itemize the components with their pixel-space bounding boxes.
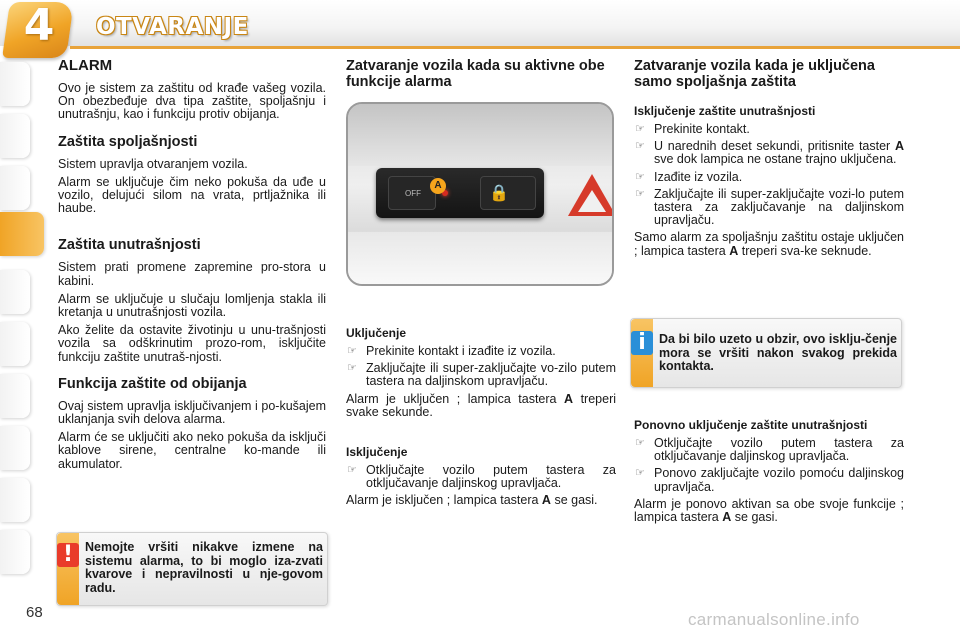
- photo-off-button: [388, 176, 436, 210]
- deactivation-step-1: [346, 464, 616, 490]
- bullet-hand-icon: ☞: [635, 187, 645, 200]
- exterior-p1: Sistem upravlja otvaranjem vozila.: [58, 156, 248, 171]
- key-a-label: A: [894, 139, 904, 154]
- anti-tamper-p2: Alarm će se uključiti ako neko pokuša da isključi kablove sirene, centralne ko-mande ili akumulator.: [58, 430, 326, 471]
- deactivation-title: Isključenje: [346, 445, 408, 460]
- activation-status: [346, 393, 616, 419]
- reenable-step-2-text: Ponovo zaključajte vozilo pomoću daljinskog upravljača.: [654, 466, 904, 494]
- interior-disable-title: Isključenje zaštite unutrašnjosti: [634, 104, 816, 118]
- key-a-label: A: [729, 243, 739, 258]
- exterior-only-status: [634, 231, 904, 257]
- key-a-label: A: [722, 510, 732, 525]
- photo-ceiling: [348, 104, 612, 166]
- info-icon: i: [631, 331, 653, 355]
- disable-step-2-end: sve dok lampica ne ostane trajno uključena.: [654, 152, 897, 167]
- column-middle: [346, 58, 616, 98]
- alarm-title: ALARM: [58, 57, 113, 74]
- column-right: [634, 58, 904, 263]
- photo-console: [348, 232, 612, 286]
- key-a-label: A: [541, 493, 551, 508]
- chapter-tabs: [0, 62, 40, 582]
- bullet-hand-icon: ☞: [635, 170, 645, 183]
- photo-switch-panel: [376, 168, 544, 218]
- chapter-tab-8[interactable]: [0, 426, 30, 470]
- reenable-step-2: [634, 467, 904, 493]
- chapter-tab-7[interactable]: [0, 374, 30, 418]
- photo-hazard-inner: [578, 190, 606, 212]
- reenable-step-1-text: Otključajte vozilo putem tastera za otključavanje daljinskog upravljača.: [654, 436, 904, 464]
- warning-note: [56, 532, 328, 606]
- deactivation-status-end: se gasi.: [554, 493, 598, 508]
- exterior-only-status-end: treperi sva-ke seknude.: [741, 243, 872, 258]
- photo-lock-button: [480, 176, 536, 210]
- warning-icon: !: [57, 543, 79, 567]
- interior-p2: Alarm se uključuje u slučaju lomljenja stakla ili kretanja u unutrašnjosti vozila.: [58, 291, 326, 320]
- chapter-tab-6[interactable]: [0, 322, 30, 366]
- interior-p1: Sistem prati promene zapremine pro-stora u kabini.: [58, 260, 326, 288]
- info-note: [630, 318, 902, 388]
- disable-step-2: [634, 140, 904, 166]
- activation-title: Uključenje: [346, 326, 407, 340]
- alarm-intro: Ovo je sistem za zaštitu od krađe vašeg vozila. On obezbeđuje dva tipa zaštite, spoljašnju i unutrašnju, kao i funkciju protiv obijanja.: [58, 81, 326, 122]
- watermark: carmanualsonline.info: [688, 610, 860, 629]
- chapter-title: OTVARANJE: [96, 14, 249, 40]
- bullet-hand-icon: ☞: [635, 123, 645, 135]
- bullet-hand-icon: ☞: [347, 464, 357, 477]
- photo-key-badge: A: [430, 178, 446, 194]
- chapter-tab-1[interactable]: [0, 62, 30, 106]
- deactivation-step-1-text: Otključajte vozilo putem tastera za otključavanje daljinskog upravljača.: [366, 463, 616, 491]
- activation-status-end: treperi svake sekunde.: [346, 391, 617, 419]
- interior-protection-title: Zaštita unutrašnjosti: [58, 237, 201, 254]
- exterior-protection-title: Zaštita spoljašnjosti: [58, 133, 198, 150]
- key-a-label: A: [564, 391, 574, 406]
- interior-reenable-title: Ponovno uključenje zaštite unutrašnjosti: [634, 418, 868, 432]
- chapter-tab-3[interactable]: [0, 166, 30, 210]
- disable-step-1-text: Prekinite kontakt.: [654, 122, 750, 136]
- disable-step-4: [634, 188, 904, 228]
- chapter-number: 4: [23, 0, 55, 51]
- bullet-hand-icon: ☞: [347, 345, 357, 357]
- chapter-tab-9[interactable]: [0, 478, 30, 522]
- bullet-hand-icon: ☞: [635, 437, 645, 449]
- alarm-button-photo: [346, 102, 614, 286]
- photo-off-label: OFF: [405, 189, 421, 198]
- warning-note-text: Nemojte vršiti nikakve izmene na sistemu alarma, to bi moglo iza-zvati kvarove i nepravilnosti u nje-govom radu.: [85, 540, 323, 595]
- bullet-hand-icon: ☞: [635, 467, 645, 480]
- column-left: [58, 58, 326, 476]
- activation-status-text: Alarm je uključen ; lampica tastera: [346, 391, 557, 406]
- column-middle-lower: [346, 326, 616, 513]
- exterior-only-title: Zatvaranje vozila kada je uključena samo spoljašnja zaštita: [634, 58, 875, 90]
- disable-step-3: [634, 171, 904, 184]
- activation-step-2-text: Zaključajte ili super-zaključajte vo-zilo putem tastera na daljinskom upravljaču.: [366, 361, 616, 389]
- chapter-tab-2[interactable]: [0, 114, 30, 158]
- activation-step-1-text: Prekinite kontakt i izađite iz vozila.: [366, 344, 556, 358]
- interior-p3: Ako želite da ostavite životinju u unu-trašnjosti vozila sa odškrinutim prozo-rom, isključite funkciju zaštite unutraš-njosti.: [58, 323, 326, 364]
- reenable-status-text: Alarm je ponovo aktivan sa obe svoje funkcije ; lampica tastera: [634, 496, 904, 525]
- anti-tamper-title: Funkcija zaštite od obijanja: [58, 375, 247, 392]
- exterior-p2: Alarm se uključuje čim neko pokuša da uđe u vozilo, delujući silom na vrata, prtljažnika ili haube.: [58, 174, 326, 216]
- activation-step-2: [346, 362, 616, 388]
- both-functions-title: Zatvaranje vozila kada su aktivne obe funkcije alarma: [346, 58, 605, 90]
- page-header: [0, 0, 960, 50]
- bullet-hand-icon: ☞: [347, 362, 357, 375]
- photo-lock-icon: 🔒: [489, 185, 509, 202]
- anti-tamper-p1: Ovaj sistem upravlja isključivanjem i po-kušajem uklanjanja svih delova alarma.: [58, 398, 326, 427]
- deactivation-status-text: Alarm je isključen ; lampica tastera: [346, 493, 539, 508]
- chapter-tab-4-active[interactable]: [0, 212, 44, 256]
- disable-step-3-text: Izađite iz vozila.: [654, 169, 743, 184]
- disable-step-1: [634, 123, 904, 136]
- header-divider: [70, 46, 960, 49]
- exterior-only-status-text: Samo alarm za spoljašnju zaštitu ostaje uključen ; lampica tastera: [634, 230, 904, 258]
- reenable-status-end: se gasi.: [734, 510, 778, 525]
- deactivation-status: [346, 494, 616, 507]
- disable-step-2-text: U narednih deset sekundi, pritisnite taster: [654, 139, 891, 154]
- bullet-hand-icon: ☞: [635, 140, 645, 153]
- reenable-status: [634, 498, 904, 524]
- info-note-text: Da bi bilo uzeto u obzir, ovo isklju-čenje mora se vršiti nakon svakog prekida kontakta.: [659, 332, 897, 373]
- activation-step-1: [346, 345, 616, 358]
- page-number: 68: [26, 604, 43, 621]
- reenable-step-1: [634, 437, 904, 463]
- disable-step-4-text: Zaključajte ili super-zaključajte vozi-lo putem tastera za zaključavanje na daljinskom upravljaču.: [654, 186, 904, 228]
- chapter-tab-10[interactable]: [0, 530, 30, 574]
- chapter-tab-5[interactable]: [0, 270, 30, 314]
- column-right-lower: [634, 418, 904, 529]
